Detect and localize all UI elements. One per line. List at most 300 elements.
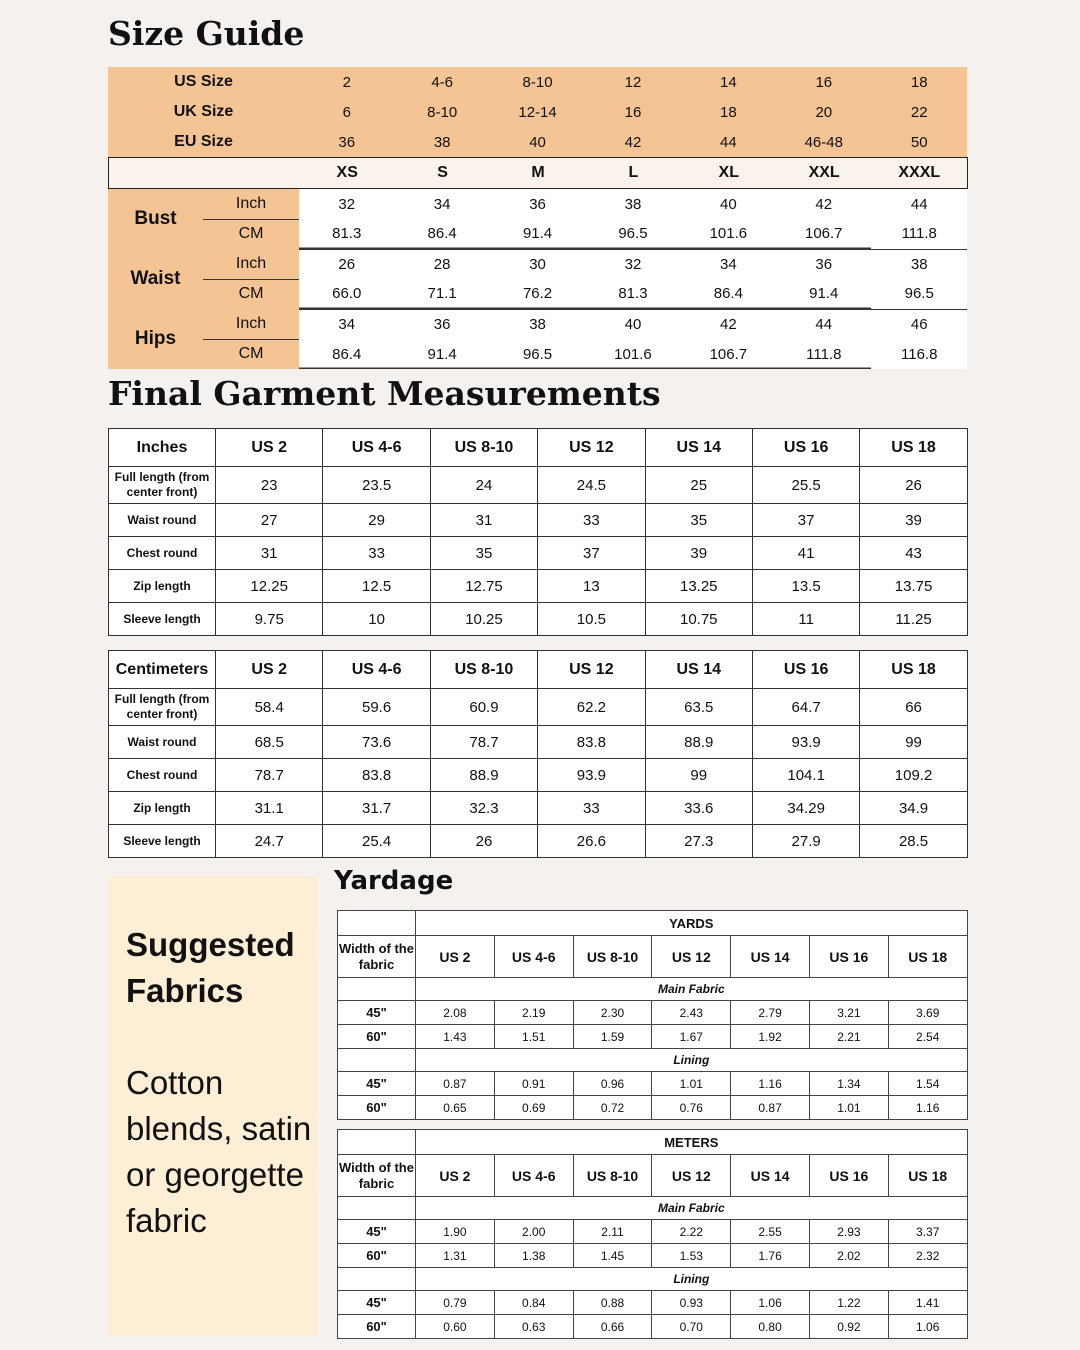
size-value: 16 [776, 67, 871, 97]
table-row [109, 792, 968, 825]
measurement-value: 37 [752, 504, 859, 537]
unit-label: Inch [203, 189, 299, 219]
measurement-value: 33 [538, 504, 645, 537]
measurement-value: 101.6 [585, 339, 680, 369]
measurement-label: Zip length [109, 792, 216, 825]
measurement-value: 83.8 [323, 759, 430, 792]
table-header-row [338, 936, 968, 978]
letter-size: S [395, 158, 490, 189]
table-row [109, 689, 968, 726]
measurement-value: 38 [871, 249, 967, 279]
size-column-header: US 12 [538, 429, 645, 467]
measurement-value: 27.3 [645, 825, 752, 858]
measurement-value: 37 [538, 537, 645, 570]
measurement-value: 91.4 [394, 339, 489, 369]
yardage-value: 1.43 [416, 1025, 495, 1049]
table-header-row [109, 429, 968, 467]
yardage-value: 0.66 [573, 1315, 652, 1339]
measurement-label: Zip length [109, 570, 216, 603]
yardage-value: 1.06 [888, 1315, 967, 1339]
yardage-value: 1.06 [731, 1291, 810, 1315]
table-row [338, 1244, 968, 1268]
suggested-fabrics-text: Cotton blends, satin or georgette fabric [126, 1064, 312, 1239]
letter-size: L [586, 158, 681, 189]
measurement-value: 25 [645, 467, 752, 504]
measurement-value: 109.2 [860, 759, 967, 792]
measurement-value: 33 [538, 792, 645, 825]
fabric-width: 45" [338, 1220, 416, 1244]
size-column-header: US 8-10 [573, 936, 652, 978]
yardage-value: 1.54 [888, 1072, 967, 1096]
measurement-value: 99 [860, 726, 967, 759]
section-label: Lining [416, 1268, 968, 1291]
letter-size: XS [300, 158, 395, 189]
measurement-value: 27 [216, 504, 323, 537]
table-row [109, 759, 968, 792]
unit-label: CM [203, 339, 299, 369]
measurement-value: 23 [216, 467, 323, 504]
measurement-value: 44 [776, 309, 871, 339]
measurement-value: 111.8 [776, 339, 871, 369]
yardage-value: 0.91 [494, 1072, 573, 1096]
measurement-value: 83.8 [538, 726, 645, 759]
measurement-value: 93.9 [538, 759, 645, 792]
measurement-value: 28 [394, 249, 489, 279]
size-value: 40 [490, 127, 585, 157]
unit-caption: YARDS [416, 911, 968, 936]
measurement-value: 40 [585, 309, 680, 339]
size-column-header: US 18 [888, 1155, 967, 1197]
letter-size: XL [681, 158, 776, 189]
yardage-value: 2.32 [888, 1244, 967, 1268]
measurement-label: Chest round [109, 537, 216, 570]
yardage-value: 2.93 [809, 1220, 888, 1244]
size-guide-title: Size Guide [108, 14, 305, 53]
size-conversion-table [108, 67, 967, 157]
measurement-value: 104.1 [752, 759, 859, 792]
size-value: 14 [681, 67, 776, 97]
size-value: 36 [299, 127, 394, 157]
measurement-value: 59.6 [323, 689, 430, 726]
size-column-header: US 14 [731, 1155, 810, 1197]
measurement-value: 101.6 [681, 219, 776, 249]
table-row [109, 504, 968, 537]
fabric-width: 45" [338, 1072, 416, 1096]
yardage-value: 1.01 [809, 1096, 888, 1120]
measurement-value: 43 [860, 537, 967, 570]
yardage-value: 2.55 [731, 1220, 810, 1244]
measurement-value: 31 [430, 504, 537, 537]
measurement-group-label: Hips [108, 309, 203, 369]
measurement-value: 36 [776, 249, 871, 279]
measurement-label: Sleeve length [109, 825, 216, 858]
final-centimeters-table [108, 650, 968, 858]
measurement-value: 26 [430, 825, 537, 858]
unit-header: Centimeters [109, 651, 216, 689]
letter-size-row [108, 157, 968, 189]
yardage-value: 1.16 [731, 1072, 810, 1096]
measurement-value: 93.9 [752, 726, 859, 759]
size-value: 50 [871, 127, 967, 157]
size-guide-table [108, 67, 967, 369]
fabric-width: 60" [338, 1315, 416, 1339]
table-row [109, 537, 968, 570]
measurement-value: 24.5 [538, 467, 645, 504]
size-row [108, 127, 967, 157]
size-column-header: US 18 [860, 429, 967, 467]
measurement-value: 106.7 [681, 339, 776, 369]
measurement-value: 13 [538, 570, 645, 603]
yardage-value: 2.19 [494, 1001, 573, 1025]
measurement-value: 73.6 [323, 726, 430, 759]
size-value: 8-10 [490, 67, 585, 97]
section-row [338, 1268, 968, 1291]
measurement-value: 78.7 [216, 759, 323, 792]
yardage-value: 1.53 [652, 1244, 731, 1268]
section-label: Main Fabric [416, 1197, 968, 1220]
measurement-value: 32 [299, 189, 394, 219]
measurement-value: 39 [645, 537, 752, 570]
measurement-value: 25.5 [752, 467, 859, 504]
measurement-value: 12.5 [323, 570, 430, 603]
measurement-value: 99 [645, 759, 752, 792]
width-label: Width of the fabric [338, 1155, 416, 1197]
letter-size: M [490, 158, 585, 189]
measurement-value: 86.4 [299, 339, 394, 369]
table-row [338, 1096, 968, 1120]
measurement-value: 31.1 [216, 792, 323, 825]
unit-label: CM [203, 279, 299, 309]
yardage-value: 1.59 [573, 1025, 652, 1049]
yardage-value: 1.16 [888, 1096, 967, 1120]
table-row [338, 1025, 968, 1049]
yardage-value: 0.80 [731, 1315, 810, 1339]
measurement-value: 81.3 [585, 279, 680, 309]
blank-cell [338, 1197, 416, 1220]
yardage-value: 1.38 [494, 1244, 573, 1268]
measurement-value: 91.4 [776, 279, 871, 309]
measurement-value: 42 [776, 189, 871, 219]
measurement-value: 38 [585, 189, 680, 219]
yardage-meters-table [337, 1129, 968, 1339]
yardage-yards-table [337, 910, 968, 1120]
measurement-value: 32 [585, 249, 680, 279]
measurement-value: 111.8 [871, 219, 967, 249]
size-value: 38 [394, 127, 489, 157]
measurement-value: 12.25 [216, 570, 323, 603]
measurement-value: 12.75 [430, 570, 537, 603]
size-column-header: US 8-10 [573, 1155, 652, 1197]
size-column-header: US 4-6 [494, 936, 573, 978]
section-label: Lining [416, 1049, 968, 1072]
size-value: 18 [871, 67, 967, 97]
measurement-value: 10.75 [645, 603, 752, 636]
size-column-header: US 8-10 [430, 651, 537, 689]
yardage-value: 2.79 [731, 1001, 810, 1025]
yardage-value: 0.76 [652, 1096, 731, 1120]
blank-cell [338, 1130, 416, 1155]
yardage-value: 1.22 [809, 1291, 888, 1315]
yardage-value: 2.22 [652, 1220, 731, 1244]
measurement-value: 35 [645, 504, 752, 537]
letter-size: XXL [776, 158, 871, 189]
yardage-value: 1.45 [573, 1244, 652, 1268]
size-column-header: US 2 [416, 1155, 495, 1197]
measurement-value: 34 [394, 189, 489, 219]
yardage-value: 1.92 [731, 1025, 810, 1049]
blank-cell [338, 911, 416, 936]
yardage-value: 0.72 [573, 1096, 652, 1120]
yardage-value: 1.51 [494, 1025, 573, 1049]
measurement-value: 11 [752, 603, 859, 636]
table-row [109, 467, 968, 504]
measurement-value: 78.7 [430, 726, 537, 759]
fabric-width: 60" [338, 1025, 416, 1049]
yardage-value: 3.21 [809, 1001, 888, 1025]
measurement-value: 68.5 [216, 726, 323, 759]
size-column-header: US 4-6 [323, 429, 430, 467]
yardage-value: 0.79 [416, 1291, 495, 1315]
measurement-value: 35 [430, 537, 537, 570]
table-header-row [338, 1155, 968, 1197]
measurement-value: 9.75 [216, 603, 323, 636]
measurement-label: Sleeve length [109, 603, 216, 636]
measurement-value: 13.5 [752, 570, 859, 603]
yardage-value: 0.88 [573, 1291, 652, 1315]
measurement-value: 27.9 [752, 825, 859, 858]
measurement-value: 58.4 [216, 689, 323, 726]
yardage-value: 0.63 [494, 1315, 573, 1339]
section-row [338, 978, 968, 1001]
size-column-header: US 16 [752, 651, 859, 689]
measurement-value: 28.5 [860, 825, 967, 858]
measurement-row-cm [108, 279, 967, 309]
measurement-group-label: Waist [108, 249, 203, 309]
yardage-value: 1.01 [652, 1072, 731, 1096]
size-column-header: US 14 [731, 936, 810, 978]
size-value: 44 [681, 127, 776, 157]
size-value: 46-48 [776, 127, 871, 157]
table-row [338, 1001, 968, 1025]
fabric-width: 45" [338, 1001, 416, 1025]
measurement-value: 64.7 [752, 689, 859, 726]
yardage-value: 0.87 [731, 1096, 810, 1120]
caption-row [338, 911, 968, 936]
size-column-header: US 4-6 [494, 1155, 573, 1197]
size-column-header: US 2 [416, 936, 495, 978]
measurement-value: 96.5 [871, 279, 967, 309]
measurement-row-inch [108, 189, 967, 219]
measurement-value: 62.2 [538, 689, 645, 726]
measurement-label: Full length (from center front) [109, 689, 216, 726]
size-column-header: US 12 [652, 1155, 731, 1197]
measurement-value: 33 [323, 537, 430, 570]
measurement-value: 40 [681, 189, 776, 219]
measurement-value: 13.75 [860, 570, 967, 603]
fabric-width: 45" [338, 1291, 416, 1315]
measurement-value: 33.6 [645, 792, 752, 825]
yardage-value: 0.69 [494, 1096, 573, 1120]
measurement-value: 10 [323, 603, 430, 636]
measurement-row-inch [108, 309, 967, 339]
size-row [108, 97, 967, 127]
measurement-value: 106.7 [776, 219, 871, 249]
measurement-value: 116.8 [871, 339, 967, 369]
measurement-value: 63.5 [645, 689, 752, 726]
size-value: 18 [681, 97, 776, 127]
size-value: 2 [299, 67, 394, 97]
blank-cell [338, 1268, 416, 1291]
measurement-label: Full length (from center front) [109, 467, 216, 504]
section-row [338, 1197, 968, 1220]
measurement-value: 66.0 [299, 279, 394, 309]
yardage-value: 2.30 [573, 1001, 652, 1025]
size-row-label: EU Size [108, 127, 299, 157]
section-label: Main Fabric [416, 978, 968, 1001]
measurement-label: Waist round [109, 504, 216, 537]
yardage-value: 1.41 [888, 1291, 967, 1315]
section-row [338, 1049, 968, 1072]
yardage-value: 0.65 [416, 1096, 495, 1120]
yardage-value: 2.43 [652, 1001, 731, 1025]
table-row [109, 726, 968, 759]
unit-label: CM [203, 219, 299, 249]
size-value: 42 [585, 127, 680, 157]
measurement-value: 24 [430, 467, 537, 504]
size-value: 12 [585, 67, 680, 97]
measurement-value: 34 [681, 249, 776, 279]
measurement-value: 41 [752, 537, 859, 570]
measurement-value: 88.9 [430, 759, 537, 792]
measurement-value: 29 [323, 504, 430, 537]
size-value: 12-14 [490, 97, 585, 127]
yardage-value: 3.69 [888, 1001, 967, 1025]
yardage-value: 0.92 [809, 1315, 888, 1339]
size-value: 22 [871, 97, 967, 127]
measurement-value: 76.2 [490, 279, 585, 309]
size-column-header: US 12 [538, 651, 645, 689]
width-label: Width of the fabric [338, 936, 416, 978]
measurement-label: Chest round [109, 759, 216, 792]
measurement-value: 66 [860, 689, 967, 726]
size-column-header: US 14 [645, 429, 752, 467]
yardage-value: 0.87 [416, 1072, 495, 1096]
measurement-group-label: Bust [108, 189, 203, 249]
size-column-header: US 16 [809, 1155, 888, 1197]
size-row-label: UK Size [108, 97, 299, 127]
final-garment-title: Final Garment Measurements [108, 374, 661, 413]
letter-size: XXXL [872, 158, 967, 189]
size-column-header: US 8-10 [430, 429, 537, 467]
measurement-value: 10.25 [430, 603, 537, 636]
measurement-value: 30 [490, 249, 585, 279]
yardage-value: 2.00 [494, 1220, 573, 1244]
measurement-value: 38 [490, 309, 585, 339]
blank-cell [338, 1049, 416, 1072]
yardage-value: 0.96 [573, 1072, 652, 1096]
measurement-value: 31 [216, 537, 323, 570]
measurement-value: 96.5 [585, 219, 680, 249]
yardage-value: 2.21 [809, 1025, 888, 1049]
body-measurement-table [108, 189, 967, 369]
size-column-header: US 4-6 [323, 651, 430, 689]
yardage-value: 2.11 [573, 1220, 652, 1244]
measurement-value: 71.1 [394, 279, 489, 309]
size-column-header: US 18 [888, 936, 967, 978]
table-row [109, 603, 968, 636]
yardage-value: 0.70 [652, 1315, 731, 1339]
measurement-value: 96.5 [490, 339, 585, 369]
table-row [338, 1072, 968, 1096]
measurement-row-cm [108, 339, 967, 369]
size-column-header: US 18 [860, 651, 967, 689]
yardage-value: 2.54 [888, 1025, 967, 1049]
size-value: 16 [585, 97, 680, 127]
fabric-width: 60" [338, 1096, 416, 1120]
measurement-row-cm [108, 219, 967, 249]
suggested-fabrics-title: Suggested Fabrics [126, 926, 295, 1009]
measurement-value: 26.6 [538, 825, 645, 858]
measurement-value: 34.9 [860, 792, 967, 825]
suggested-fabrics-panel [108, 876, 318, 1336]
table-row [338, 1220, 968, 1244]
yardage-value: 2.02 [809, 1244, 888, 1268]
size-value: 8-10 [394, 97, 489, 127]
measurement-value: 86.4 [681, 279, 776, 309]
size-value: 4-6 [394, 67, 489, 97]
measurement-value: 44 [871, 189, 967, 219]
yardage-value: 0.93 [652, 1291, 731, 1315]
measurement-value: 23.5 [323, 467, 430, 504]
table-header-row [109, 651, 968, 689]
size-column-header: US 14 [645, 651, 752, 689]
blank-cell [338, 978, 416, 1001]
size-value: 6 [299, 97, 394, 127]
measurement-value: 42 [681, 309, 776, 339]
measurement-value: 24.7 [216, 825, 323, 858]
size-column-header: US 16 [809, 936, 888, 978]
measurement-value: 26 [860, 467, 967, 504]
measurement-value: 39 [860, 504, 967, 537]
yardage-value: 1.31 [416, 1244, 495, 1268]
measurement-value: 36 [490, 189, 585, 219]
yardage-value: 0.60 [416, 1315, 495, 1339]
yardage-value: 1.90 [416, 1220, 495, 1244]
table-row [338, 1315, 968, 1339]
unit-label: Inch [203, 309, 299, 339]
measurement-value: 26 [299, 249, 394, 279]
yardage-value: 2.08 [416, 1001, 495, 1025]
final-inches-table [108, 428, 968, 636]
measurement-value: 32.3 [430, 792, 537, 825]
yardage-value: 1.34 [809, 1072, 888, 1096]
size-row [108, 67, 967, 97]
yardage-value: 3.37 [888, 1220, 967, 1244]
size-column-header: US 16 [752, 429, 859, 467]
yardage-value: 1.67 [652, 1025, 731, 1049]
table-row [338, 1291, 968, 1315]
measurement-value: 88.9 [645, 726, 752, 759]
measurement-value: 91.4 [490, 219, 585, 249]
size-value: 20 [776, 97, 871, 127]
size-row-label: US Size [108, 67, 299, 97]
unit-label: Inch [203, 249, 299, 279]
measurement-value: 81.3 [299, 219, 394, 249]
yardage-value: 0.84 [494, 1291, 573, 1315]
table-row [109, 825, 968, 858]
measurement-value: 46 [871, 309, 967, 339]
unit-caption: METERS [416, 1130, 968, 1155]
